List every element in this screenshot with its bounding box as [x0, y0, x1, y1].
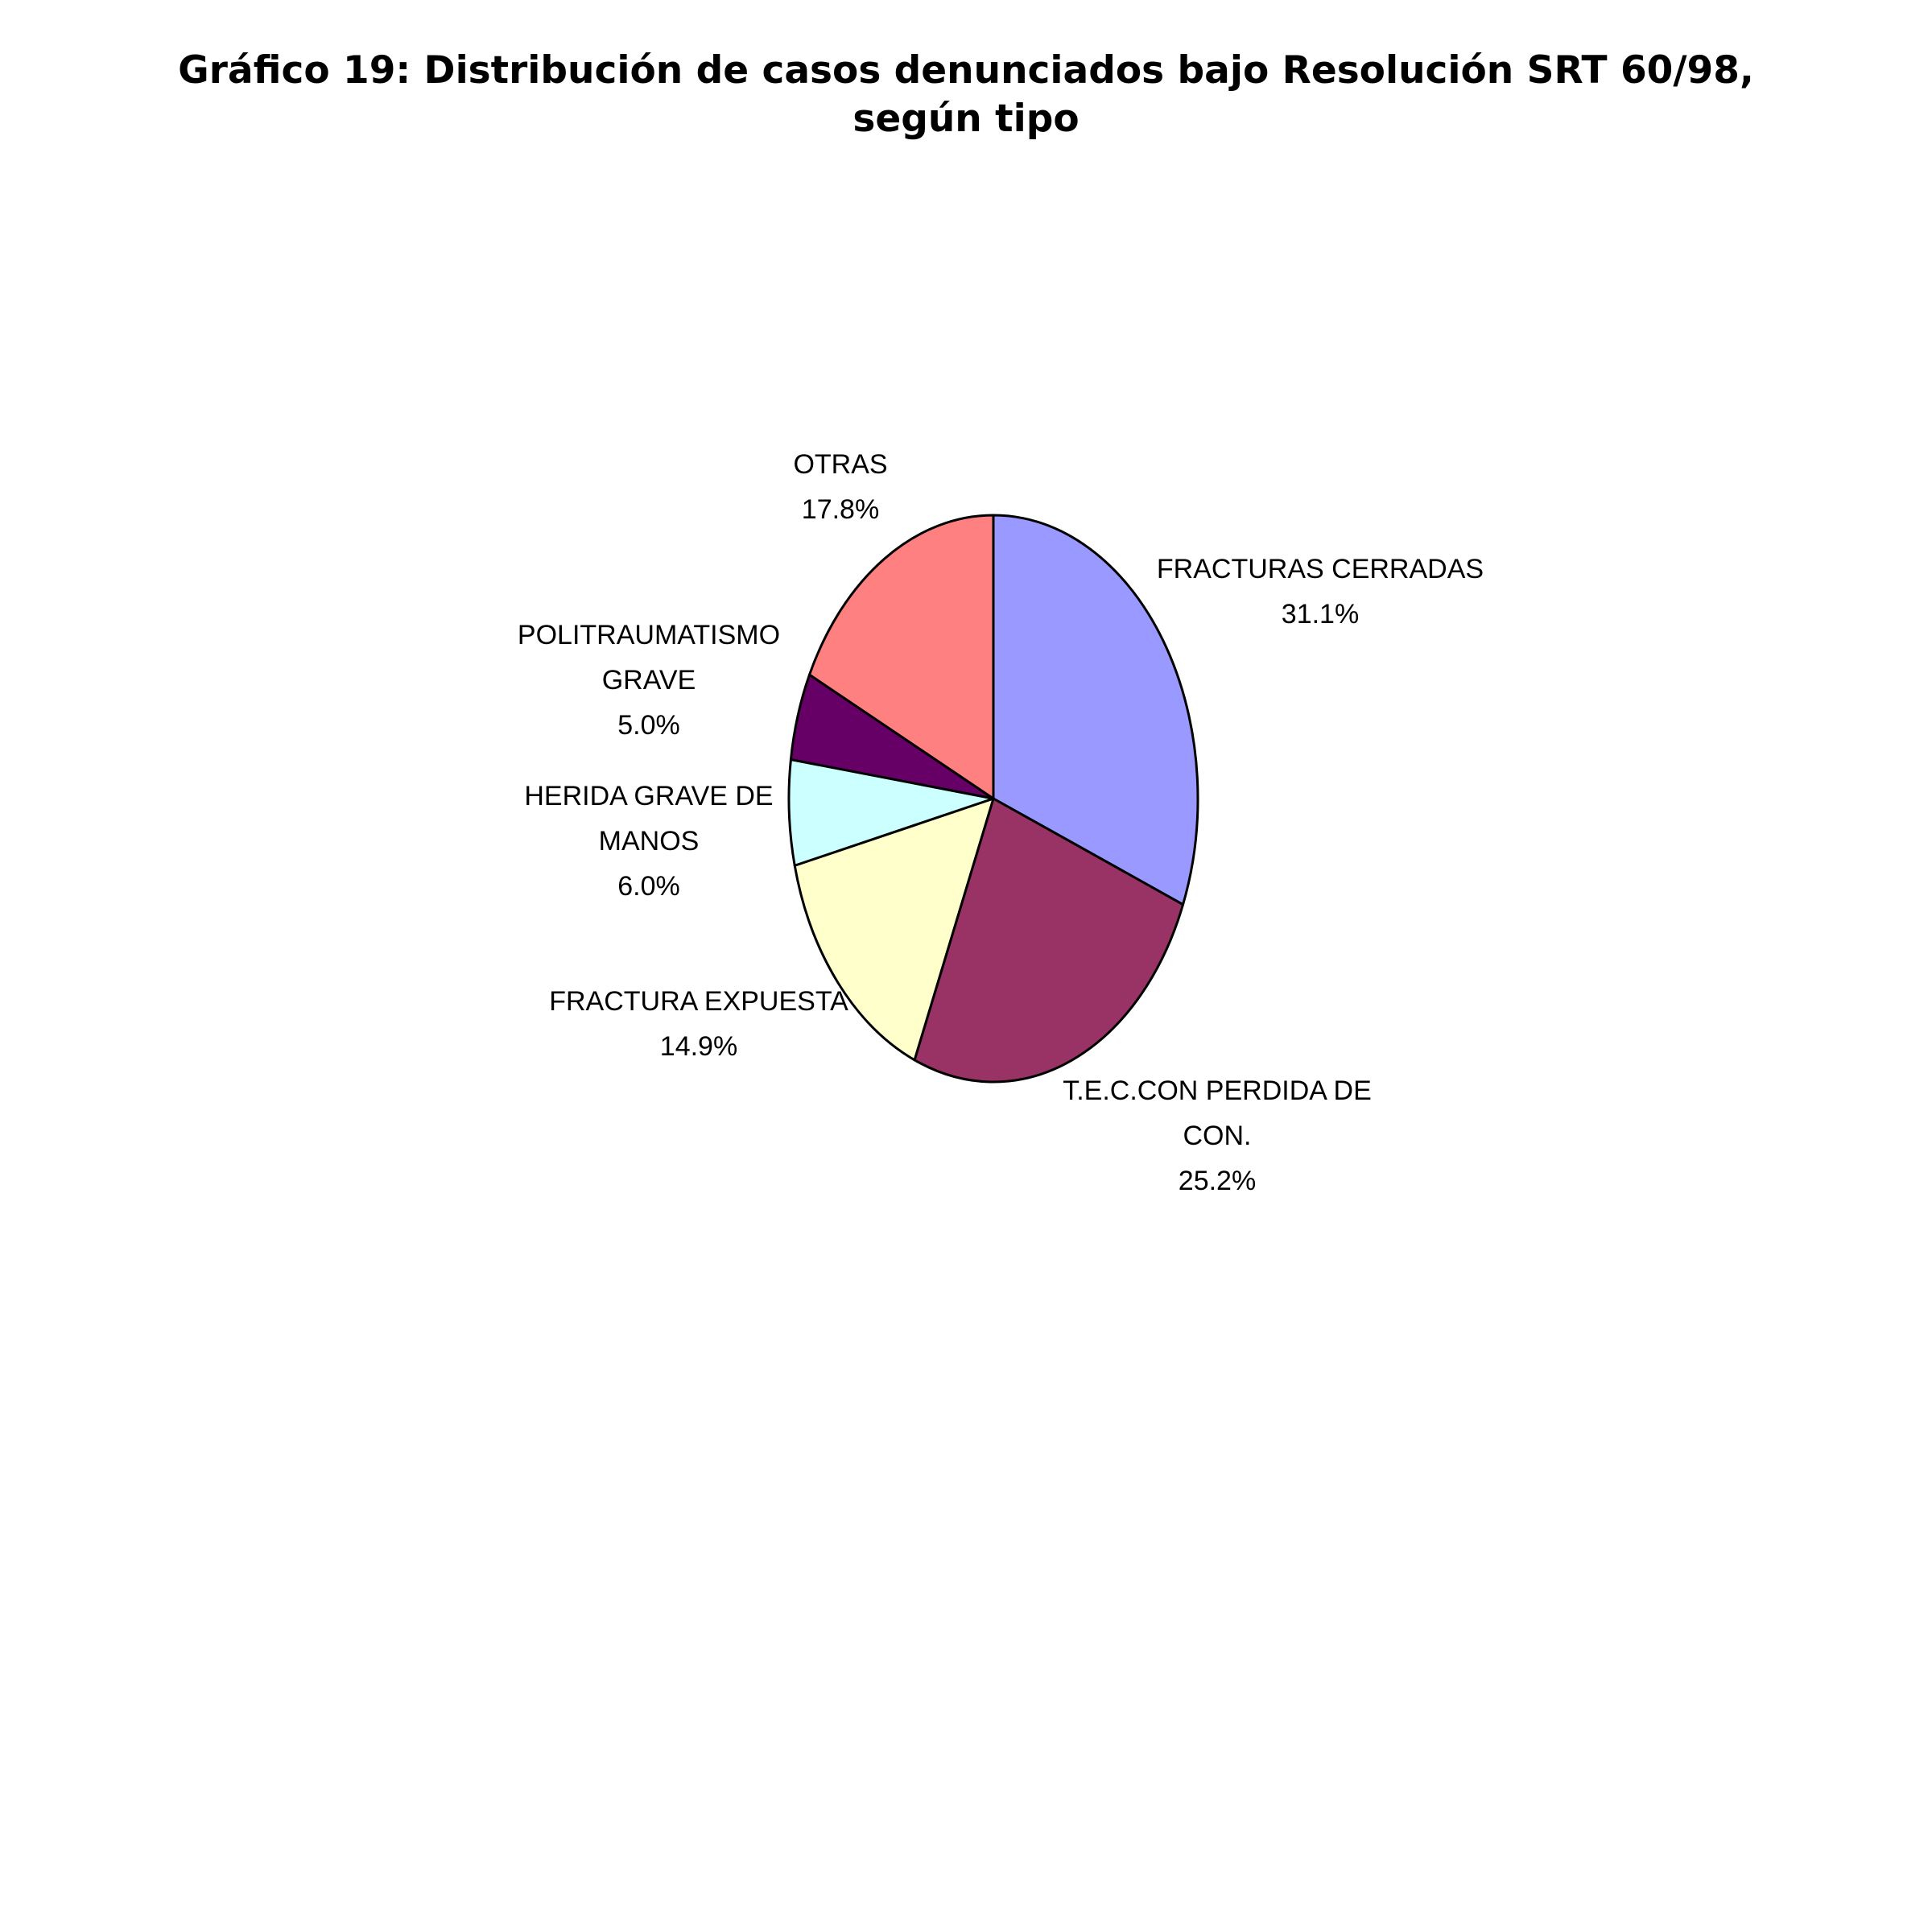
- slice-value-label-2: 14.9%: [659, 1031, 738, 1062]
- slice-category-label-5-0: OTRAS: [793, 449, 888, 480]
- slice-category-label-3-1: MANOS: [598, 826, 700, 857]
- chart-title-line-1: Gráfico 19: Distribución de casos denunciados bajo Resolución SRT 60/98,: [178, 48, 1754, 93]
- pie-slices: [789, 515, 1198, 1082]
- slice-category-label-3-0: HERIDA GRAVE DE: [524, 781, 774, 811]
- slice-category-label-4-0: POLITRAUMATISMO: [517, 620, 781, 650]
- slice-category-label-1-1: CON.: [1183, 1121, 1252, 1151]
- chart-title-line-2: según tipo: [852, 97, 1080, 141]
- slice-label-2: [549, 986, 848, 1062]
- slice-value-label-4: 5.0%: [617, 710, 680, 741]
- slice-label-5: [793, 449, 887, 525]
- slice-value-label-0: 31.1%: [1281, 599, 1360, 630]
- slice-label-0: [1157, 554, 1484, 630]
- slice-category-label-0-0: FRACTURAS CERRADAS: [1156, 554, 1484, 584]
- slice-label-3: [524, 781, 773, 902]
- slice-label-1: [1063, 1075, 1372, 1196]
- slice-value-label-3: 6.0%: [617, 871, 680, 902]
- slice-value-label-5: 17.8%: [801, 494, 880, 525]
- slice-category-label-1-0: T.E.C.CON PERDIDA DE: [1063, 1075, 1372, 1106]
- slice-value-label-1: 25.2%: [1178, 1166, 1257, 1196]
- slice-category-label-4-1: GRAVE: [601, 665, 696, 696]
- slice-label-4: [518, 620, 780, 741]
- slice-category-label-2-0: FRACTURA EXPUESTA: [549, 986, 848, 1017]
